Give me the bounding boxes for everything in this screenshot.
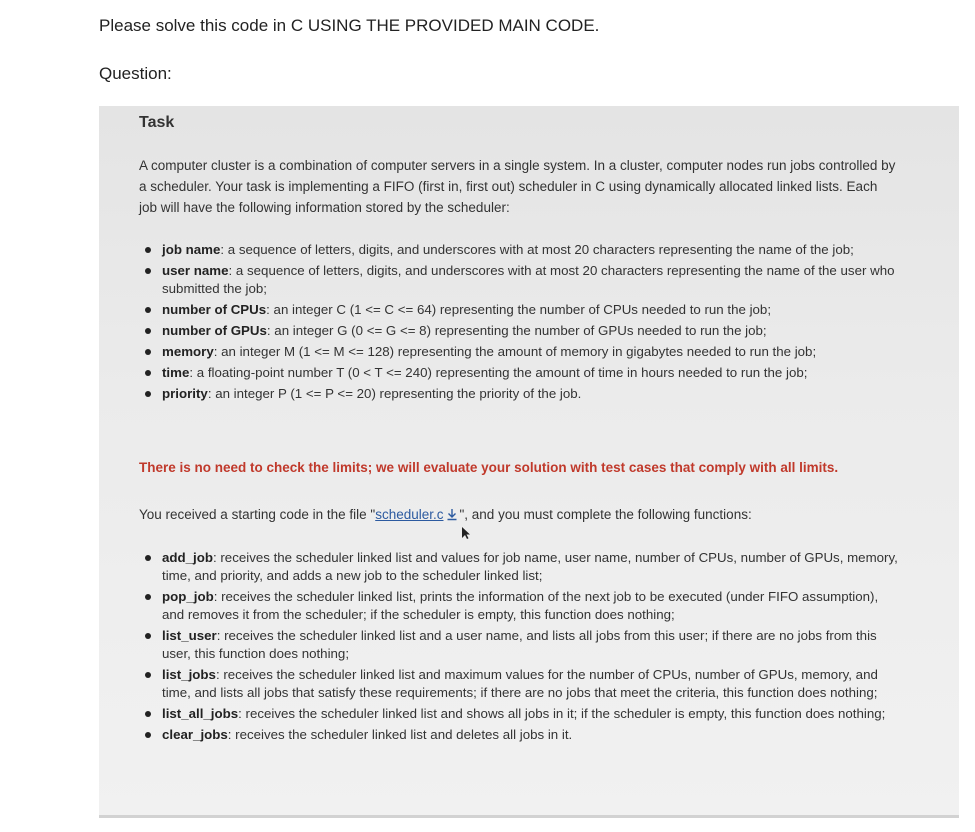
field-term: number of CPUs xyxy=(162,302,267,317)
field-desc: : an integer M (1 <= M <= 128) representing the amount of memory in gigabytes needed to run the job; xyxy=(213,344,817,359)
function-name: list_all_jobs xyxy=(162,706,239,721)
list-item xyxy=(139,343,899,361)
list-item xyxy=(139,364,899,382)
list-item xyxy=(139,301,899,319)
field-term: job name xyxy=(162,242,221,257)
function-desc: : receives the scheduler linked list and deletes all jobs in it. xyxy=(227,727,573,742)
function-desc: : receives the scheduler linked list, prints the information of the next job to be executed (under FIFO assumption), and removes it from the scheduler; if the scheduler is empty, this function does nothing; xyxy=(162,589,879,622)
function-name: pop_job xyxy=(162,589,214,604)
list-item xyxy=(139,322,899,340)
field-desc: : an integer G (0 <= G <= 8) representing the number of GPUs needed to run the job; xyxy=(266,323,767,338)
field-desc: : a floating-point number T (0 < T <= 240) representing the amount of time in hours needed to run the job; xyxy=(189,365,808,380)
task-intro: A computer cluster is a combination of computer servers in a single system. In a cluster, computer nodes run jobs controlled by a scheduler. Your task is implementing a FIFO (first in, first out) scheduler in C using dynamically allocated linked lists. Each job will have the following information stored by the scheduler: xyxy=(139,158,896,215)
list-item xyxy=(139,666,899,702)
function-name: add_job xyxy=(162,550,213,565)
field-term: number of GPUs xyxy=(162,323,267,338)
function-name: list_user xyxy=(162,628,217,643)
starting-code-line xyxy=(139,504,899,525)
mouse-cursor-icon xyxy=(461,526,471,540)
field-term: time xyxy=(162,365,190,380)
function-desc: : receives the scheduler linked list and maximum values for the number of CPUs, number of GPUs, memory, and time, and lists all jobs that satisfy these requirements; if there are no jobs that meet the criteria, this function does nothing; xyxy=(162,667,878,700)
task-title: Task xyxy=(139,114,175,131)
task-screenshot xyxy=(99,106,959,818)
question-label: Question: xyxy=(99,64,172,83)
list-item xyxy=(139,549,899,585)
function-desc: : receives the scheduler linked list and shows all jobs in it; if the scheduler is empty, this function does nothing; xyxy=(238,706,886,721)
list-item xyxy=(139,627,899,663)
field-term: priority xyxy=(162,386,208,401)
list-item xyxy=(139,705,899,723)
field-desc: : an integer C (1 <= C <= 64) representing the number of CPUs needed to run the job; xyxy=(266,302,772,317)
field-desc: : a sequence of letters, digits, and underscores with at most 20 characters representing the name of the job; xyxy=(220,242,854,257)
field-desc: : a sequence of letters, digits, and underscores with at most 20 characters representing the name of the user who submitted the job; xyxy=(162,263,895,296)
function-desc: : receives the scheduler linked list and a user name, and lists all jobs from this user; if there are no jobs from this user, this function does nothing; xyxy=(162,628,877,661)
list-item xyxy=(139,241,899,259)
function-name: clear_jobs xyxy=(162,727,228,742)
limits-warning: There is no need to check the limits; we will evaluate your solution with test cases that comply with all limits. xyxy=(139,460,839,475)
download-icon[interactable] xyxy=(446,506,458,519)
list-item xyxy=(139,262,899,298)
list-item xyxy=(139,726,899,744)
start-prefix: You received a starting code in the file " xyxy=(139,507,376,522)
functions-list xyxy=(139,549,899,747)
function-desc: : receives the scheduler linked list and values for job name, user name, number of CPUs, number of GPUs, memory, time, and priority, and adds a new job to the scheduler linked list; xyxy=(162,550,898,583)
field-desc: : an integer P (1 <= P <= 20) representing the priority of the job. xyxy=(207,386,582,401)
list-item xyxy=(139,588,899,624)
list-item xyxy=(139,385,899,403)
scheduler-file-link[interactable]: scheduler.c xyxy=(375,507,444,522)
function-name: list_jobs xyxy=(162,667,216,682)
job-fields-list xyxy=(139,241,899,406)
start-suffix: ", and you must complete the following functions: xyxy=(459,507,752,522)
field-term: user name xyxy=(162,263,229,278)
instruction-heading: Please solve this code in C USING THE PROVIDED MAIN CODE. xyxy=(99,16,600,35)
field-term: memory xyxy=(162,344,214,359)
